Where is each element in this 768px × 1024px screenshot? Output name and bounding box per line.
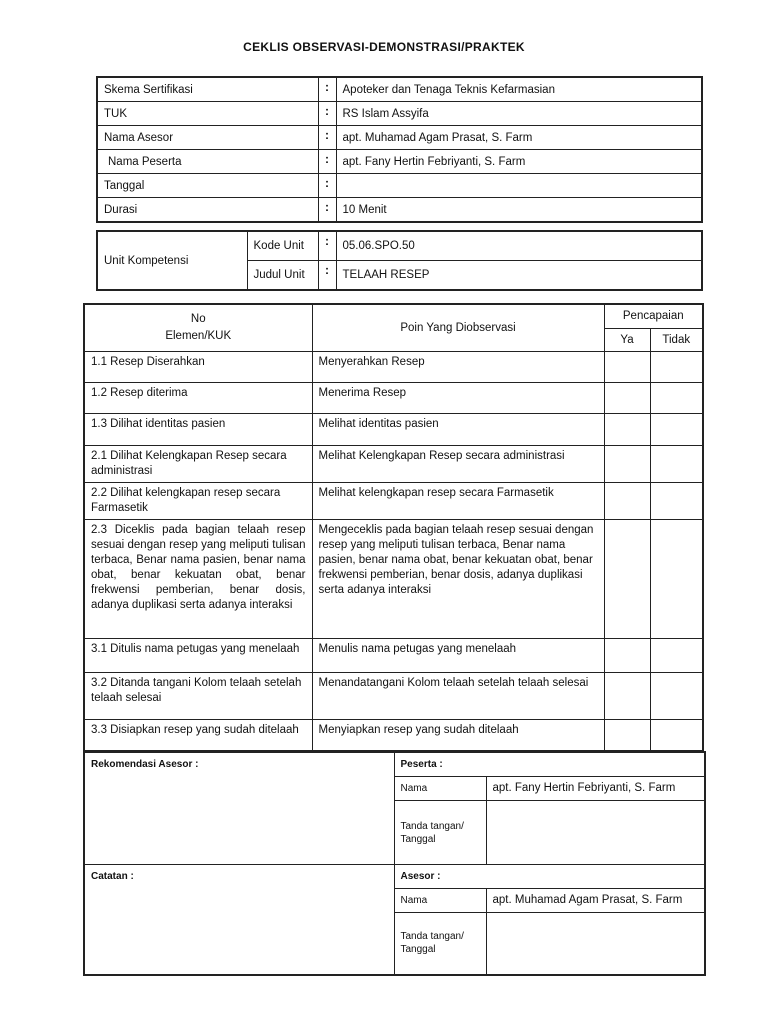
peserta-label: Peserta : [394,752,705,777]
ttd-label: Tanda tangan/ Tanggal [394,913,486,975]
table-row [84,673,703,720]
unit-table [96,230,703,291]
info-label: Nama Peserta [97,150,318,174]
info-row [97,150,702,174]
ya-checkbox-cell[interactable] [604,483,650,520]
ya-checkbox-cell[interactable] [604,720,650,751]
poin-cell: Menerima Resep [312,383,604,414]
judul-value: TELAAH RESEP [336,261,702,291]
info-value: apt. Muhamad Agam Prasat, S. Farm [336,126,702,150]
nama-label: Nama [394,889,486,913]
header-elemen-label: Elemen/KUK [165,330,232,342]
rekomendasi-field[interactable]: Rekomendasi Asesor : [84,752,394,865]
table-row [84,383,703,414]
poin-cell: Menyerahkan Resep [312,352,604,383]
header-tidak: Tidak [650,329,703,352]
asesor-header-row [84,865,705,889]
header-elemen [84,304,312,352]
header-ya: Ya [604,329,650,352]
colon: : [318,126,336,150]
info-value: Apoteker dan Tenaga Teknis Kefarmasian [336,77,702,102]
ya-checkbox-cell[interactable] [604,446,650,483]
ya-checkbox-cell[interactable] [604,639,650,673]
unit-row [97,231,702,261]
judul-label: Judul Unit [247,261,318,291]
kode-value: 05.06.SPO.50 [336,231,702,261]
tidak-checkbox-cell[interactable] [650,352,703,383]
colon: : [318,150,336,174]
poin-cell: Melihat Kelengkapan Resep secara administrasi [312,446,604,483]
unit-label: Unit Kompetensi [97,231,247,290]
poin-cell: Mengeceklis pada bagian telaah resep sesuai dengan resep yang meliputi tulisan terbaca, Benar nama pasien, benar nama obat, benar kekuatan obat, benar frekwensi pemberian, benar dosis, adanya duplikasi serta adanya interaksi [312,520,604,639]
info-label: TUK [97,102,318,126]
ttd-label: Tanda tangan/ Tanggal [394,801,486,865]
kode-label: Kode Unit [247,231,318,261]
elemen-cell: 3.2 Ditanda tangani Kolom telaah setelah telaah selesai [84,673,312,720]
nama-label: Nama [394,777,486,801]
elemen-cell: 3.1 Ditulis nama petugas yang menelaah [84,639,312,673]
header-no: No [190,313,206,325]
catatan-field[interactable]: Catatan : [84,865,394,975]
info-label: Tanggal [97,174,318,198]
ya-checkbox-cell[interactable] [604,520,650,639]
colon: : [318,198,336,223]
colon: : [318,261,336,291]
info-row [97,77,702,102]
table-row [84,639,703,673]
elemen-cell: 1.3 Dilihat identitas pasien [84,414,312,446]
table-row [84,414,703,446]
ya-checkbox-cell[interactable] [604,352,650,383]
colon: : [318,77,336,102]
info-label: Skema Sertifikasi [97,77,318,102]
header-poin: Poin Yang Diobservasi [312,304,604,352]
info-row [97,102,702,126]
info-value: apt. Fany Hertin Febriyanti, S. Farm [336,150,702,174]
tidak-checkbox-cell[interactable] [650,720,703,751]
peserta-header-row [84,752,705,777]
tidak-checkbox-cell[interactable] [650,639,703,673]
peserta-signature-field[interactable] [486,801,705,865]
asesor-signature-field[interactable] [486,913,705,975]
info-row [97,174,702,198]
table-row [84,520,703,639]
elemen-cell: 2.1 Dilihat Kelengkapan Resep secara administrasi [84,446,312,483]
elemen-cell: 1.1 Resep Diserahkan [84,352,312,383]
signature-table [83,751,706,976]
poin-cell: Melihat kelengkapan resep secara Farmasetik [312,483,604,520]
elemen-cell: 2.3 Diceklis pada bagian telaah resep sesuai dengan resep yang meliputi tulisan terbaca, Benar nama pasien, benar nama obat, benar kekuatan obat, benar frekwensi pemberian, benar dosis, adanya duplikasi serta adanya interaksi [84,520,312,639]
checklist-table [83,303,704,752]
ya-checkbox-cell[interactable] [604,673,650,720]
info-value [336,174,702,198]
tidak-checkbox-cell[interactable] [650,520,703,639]
peserta-nama: apt. Fany Hertin Febriyanti, S. Farm [486,777,705,801]
tidak-checkbox-cell[interactable] [650,414,703,446]
tidak-checkbox-cell[interactable] [650,483,703,520]
table-row [84,483,703,520]
colon: : [318,231,336,261]
asesor-nama: apt. Muhamad Agam Prasat, S. Farm [486,889,705,913]
poin-cell: Menulis nama petugas yang menelaah [312,639,604,673]
colon: : [318,174,336,198]
header-pencapaian: Pencapaian [604,304,703,329]
asesor-label: Asesor : [394,865,705,889]
ya-checkbox-cell[interactable] [604,383,650,414]
table-row [84,720,703,751]
table-row [84,352,703,383]
info-row [97,198,702,223]
elemen-cell: 1.2 Resep diterima [84,383,312,414]
info-table [96,76,703,223]
tidak-checkbox-cell[interactable] [650,673,703,720]
info-label: Durasi [97,198,318,223]
info-value: RS Islam Assyifa [336,102,702,126]
info-label: Nama Asesor [97,126,318,150]
poin-cell: Menyiapkan resep yang sudah ditelaah [312,720,604,751]
info-value: 10 Menit [336,198,702,223]
tidak-checkbox-cell[interactable] [650,383,703,414]
ya-checkbox-cell[interactable] [604,414,650,446]
tidak-checkbox-cell[interactable] [650,446,703,483]
elemen-cell: 3.3 Disiapkan resep yang sudah ditelaah [84,720,312,751]
poin-cell: Menandatangani Kolom telaah setelah telaah selesai [312,673,604,720]
colon: : [318,102,336,126]
elemen-cell: 2.2 Dilihat kelengkapan resep secara Farmasetik [84,483,312,520]
header-row [84,304,703,329]
table-row [84,446,703,483]
page-title: CEKLIS OBSERVASI-DEMONSTRASI/PRAKTEK [243,40,525,54]
info-row [97,126,702,150]
poin-cell: Melihat identitas pasien [312,414,604,446]
